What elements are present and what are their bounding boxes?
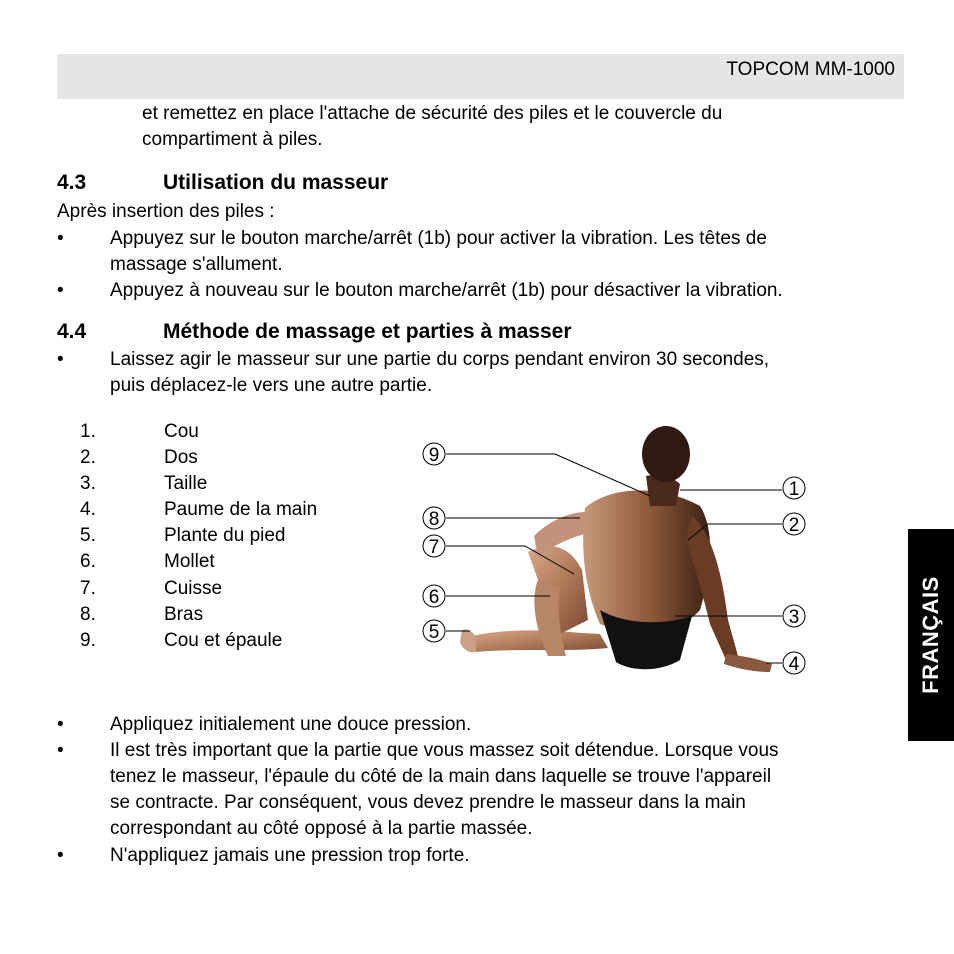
list-item [80, 628, 400, 654]
item-label: Plante du pied [164, 525, 286, 547]
item-number: 2. [80, 447, 96, 469]
bullet-line: tenez le masseur, l'épaule du côté de la main dans laquelle se trouve l'appareil [110, 766, 772, 787]
callout-8 [423, 507, 445, 530]
callout-number: 2 [788, 515, 800, 536]
bullet-symbol: • [57, 845, 64, 866]
callout-3 [783, 605, 805, 628]
bullet-line: se contracte. Par conséquent, vous devez prendre le masseur dans la main [110, 792, 746, 813]
bullet-line: puis déplacez-le vers une autre partie. [110, 375, 433, 396]
bullet-line: Il est très important que la partie que vous massez soit détendue. Lorsque vous [110, 740, 779, 761]
bullet-line: Laissez agir le masseur sur une partie du corps pendant environ 30 secondes, [110, 349, 770, 370]
callout-number: 7 [428, 537, 440, 558]
list-item [80, 549, 400, 575]
item-number: 3. [80, 473, 96, 495]
bullet-symbol: • [57, 349, 64, 370]
callout-6 [423, 585, 445, 608]
callout-number: 8 [428, 509, 440, 530]
list-item [80, 445, 400, 471]
bullet-text [110, 278, 910, 304]
body-parts-list [80, 419, 400, 654]
section-title: Méthode de massage et parties à masser [163, 320, 572, 343]
item-label: Dos [164, 447, 198, 469]
item-label: Bras [164, 603, 204, 625]
callout-number: 1 [788, 479, 800, 500]
callout-number: 3 [788, 607, 800, 628]
bullet-text [110, 712, 910, 738]
callout-2 [783, 513, 805, 536]
language-tab [908, 529, 954, 741]
item-number: 9. [80, 629, 96, 651]
callout-number: 9 [428, 445, 440, 466]
bullet-symbol: • [57, 280, 64, 301]
item-label: Taille [164, 473, 208, 495]
item-number: 1. [80, 421, 96, 442]
bullet-line: N'appliquez jamais une pression trop forte. [110, 845, 470, 866]
list-item [80, 523, 400, 549]
body-figure [410, 420, 810, 685]
bullet-symbol: • [57, 228, 64, 249]
bullet-text [110, 347, 910, 399]
item-number: 6. [80, 551, 96, 573]
section-number: 4.4 [57, 320, 87, 343]
callout-1 [783, 477, 805, 500]
callout-number: 6 [428, 587, 440, 608]
callout-5 [423, 620, 445, 643]
item-label: Cuisse [164, 577, 223, 599]
document-title: TOPCOM MM-1000 [726, 59, 895, 80]
list-item [80, 497, 400, 523]
callout-number: 4 [788, 654, 800, 675]
bullet-line: Appliquez initialement une douce pression. [110, 714, 472, 735]
bullet-symbol: • [57, 740, 64, 761]
item-label: Cou et épaule [164, 629, 283, 651]
bullet-line: Appuyez à nouveau sur le bouton marche/arrêt (1b) pour désactiver la vibration. [110, 280, 783, 301]
item-label: Cou [164, 421, 199, 442]
section-lead: Après insertion des piles : [57, 201, 275, 222]
bullet-text [110, 226, 910, 278]
section-title: Utilisation du masseur [163, 171, 389, 194]
item-number: 5. [80, 525, 96, 547]
man-illustration [460, 426, 772, 672]
item-number: 8. [80, 603, 96, 625]
bullet-line: Appuyez sur le bouton marche/arrêt (1b) pour activer la vibration. Les têtes de [110, 228, 767, 249]
list-item [80, 576, 400, 602]
bullet-text [110, 843, 910, 869]
bullet-text [110, 738, 910, 842]
intro-line-2: compartiment à piles. [142, 129, 323, 150]
page-header [57, 54, 904, 99]
leader-line-9 [446, 454, 650, 496]
language-tab-label: FRANÇAIS [918, 576, 943, 694]
item-label: Mollet [164, 551, 215, 573]
callout-7 [423, 535, 445, 558]
item-number: 7. [80, 577, 96, 599]
bullet-line: correspondant au côté opposé à la partie massée. [110, 818, 533, 839]
callout-number: 5 [428, 622, 440, 643]
list-item [80, 471, 400, 497]
callout-4 [783, 652, 805, 675]
intro-line-1: et remettez en place l'attache de sécurité des piles et le couvercle du [142, 103, 723, 124]
section-number: 4.3 [57, 171, 87, 194]
bullet-line: massage s'allument. [110, 254, 283, 275]
item-label: Paume de la main [164, 499, 318, 521]
callout-9 [423, 443, 445, 466]
list-item [80, 419, 400, 445]
list-item [80, 602, 400, 628]
item-number: 4. [80, 499, 96, 521]
bullet-symbol: • [57, 714, 64, 735]
